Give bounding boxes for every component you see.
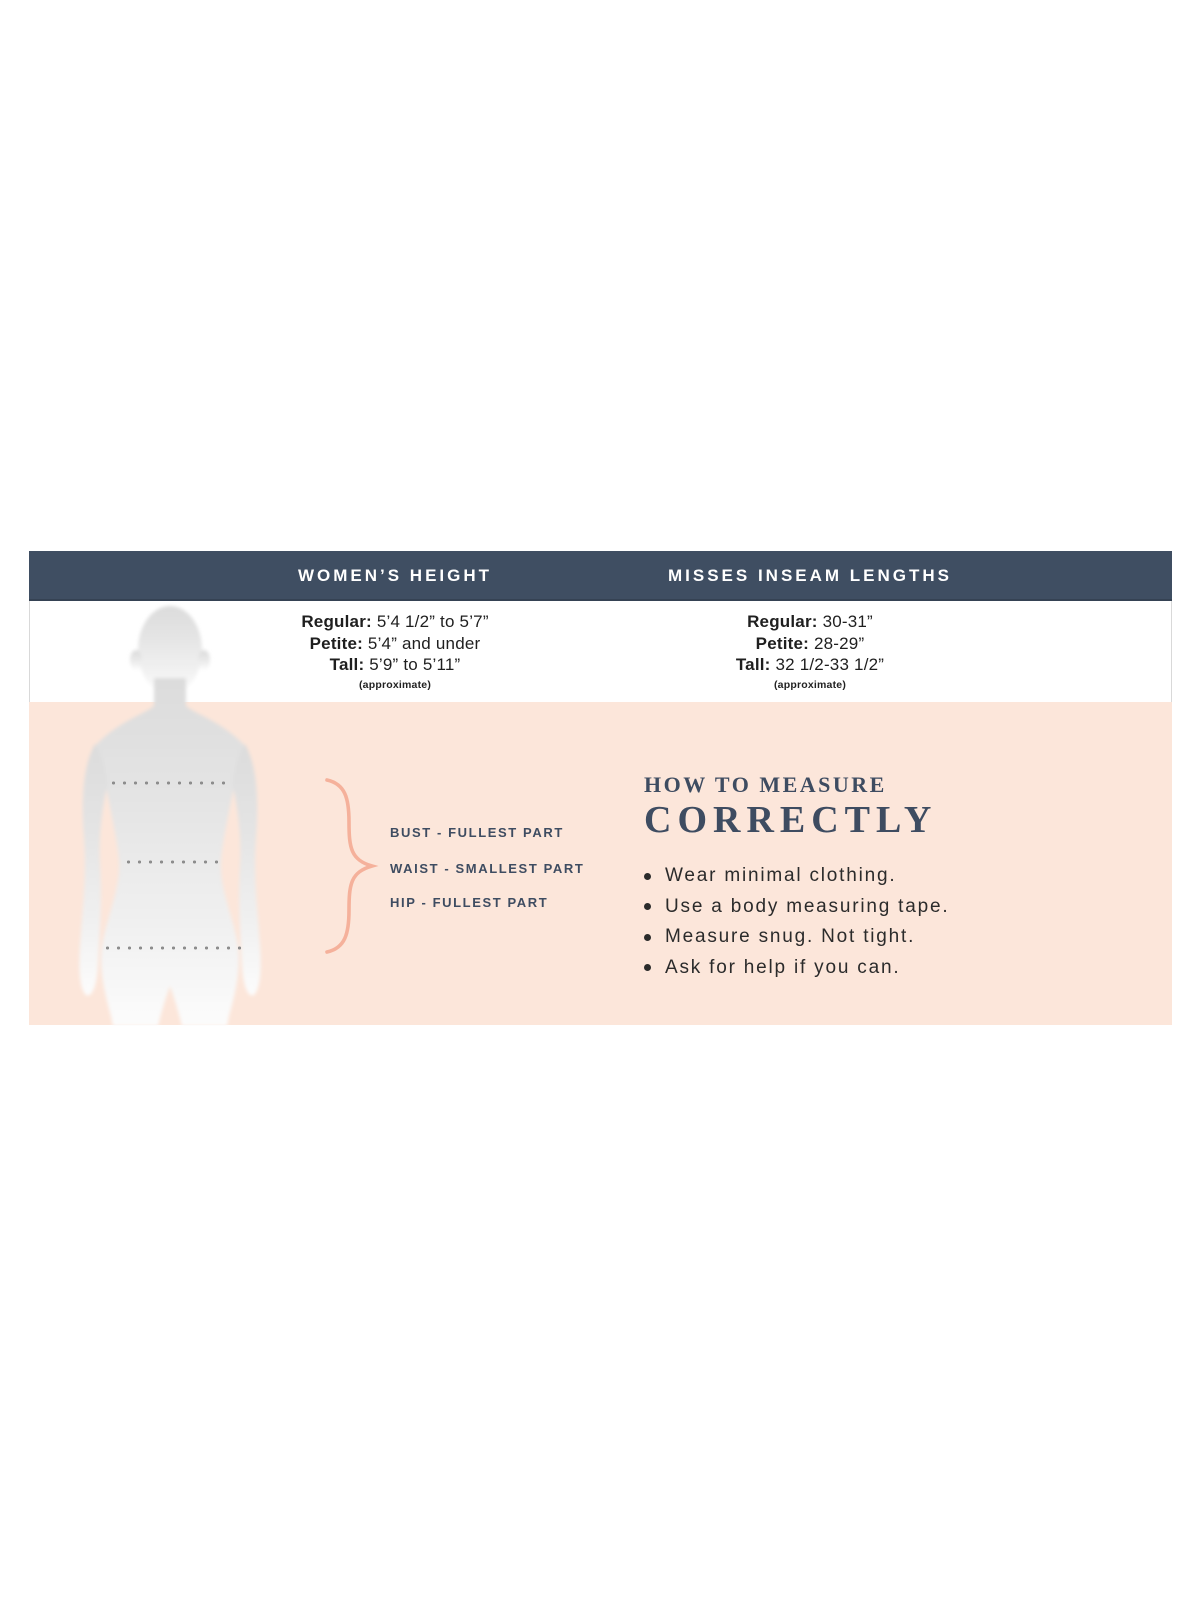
heading-line-main: CORRECTLY <box>644 799 938 841</box>
spec-label: Petite: <box>755 633 810 653</box>
spec-value: 32 1/2-33 1/2” <box>775 655 885 674</box>
waist-dotted-line <box>123 860 223 864</box>
tip-text: Ask for help if you can. <box>665 956 901 978</box>
spec-label: Regular: <box>747 612 818 631</box>
column-header-womens-height: WOMEN’S HEIGHT <box>297 566 493 585</box>
list-item <box>644 861 1064 892</box>
hip-label: HIP - FULLEST PART <box>390 895 549 910</box>
bust-label: BUST - FULLEST PART <box>390 825 564 840</box>
tip-text: Measure snug. Not tight. <box>665 926 916 948</box>
list-item <box>644 953 1064 984</box>
list-item <box>644 922 1064 953</box>
bullet-icon <box>644 873 651 880</box>
bullet-icon <box>644 903 651 910</box>
measuring-tips-list <box>644 861 1064 983</box>
spec-label: Tall: <box>329 655 365 674</box>
spec-value: 28-29” <box>813 633 865 653</box>
woman-body-silhouette-image <box>55 598 285 1026</box>
spec-line-regular <box>595 611 1025 633</box>
spec-value: 5’4 1/2” to 5’7” <box>376 612 489 631</box>
bullet-icon <box>644 934 651 941</box>
tip-text: Use a body measuring tape. <box>665 895 950 917</box>
header-bar <box>29 551 1172 601</box>
silhouette-torso <box>93 678 247 1026</box>
spec-label: Tall: <box>735 655 771 674</box>
misses-inseam-specs <box>595 611 1025 691</box>
spec-line-petite <box>595 633 1025 655</box>
approximate-note: (approximate) <box>358 678 432 691</box>
hip-dotted-line <box>102 946 244 950</box>
bust-dotted-line <box>108 781 232 785</box>
measurement-brace <box>318 774 380 958</box>
bullet-icon <box>644 964 651 971</box>
spec-value: 5’9” to 5’11” <box>369 655 461 674</box>
tip-text: Wear minimal clothing. <box>665 865 897 887</box>
spec-value: 5’4” and under <box>367 633 481 653</box>
how-to-measure-heading <box>644 774 937 839</box>
spec-label: Regular: <box>301 612 372 631</box>
spec-line-tall <box>595 654 1025 676</box>
list-item <box>644 892 1064 923</box>
approximate-note: (approximate) <box>773 678 847 691</box>
spec-label: Petite: <box>309 633 363 653</box>
waist-label: WAIST - SMALLEST PART <box>390 861 585 876</box>
spec-value: 30-31” <box>822 612 873 631</box>
column-header-misses-inseam: MISSES INSEAM LENGTHS <box>667 566 953 585</box>
heading-line-top: HOW TO MEASURE <box>644 772 887 797</box>
